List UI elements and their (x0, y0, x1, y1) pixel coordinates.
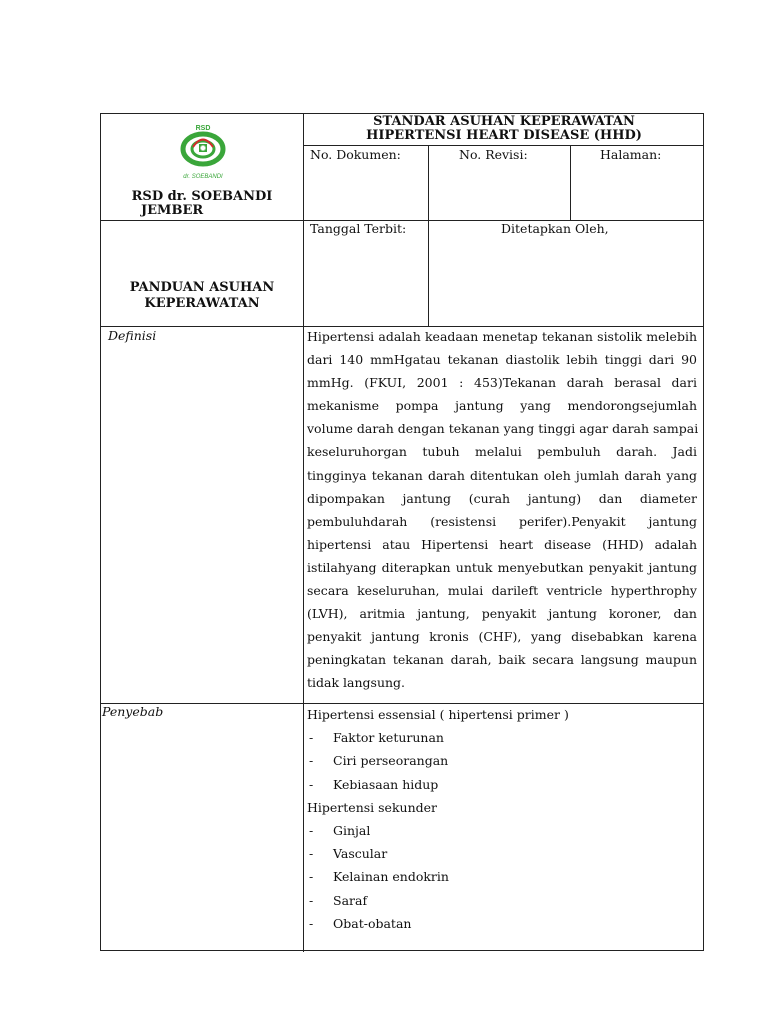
primer-heading: Hipertensi essensial ( hipertensi primer ) (307, 707, 569, 722)
definisi-label: Definisi (108, 328, 157, 343)
definisi-line: penyakit jantung kronis (CHF), yang disebabkan karena (307, 629, 697, 645)
bullet-dash: - (309, 892, 314, 908)
list-item (307, 749, 697, 772)
list-item-text: Kelainan endokrin (333, 869, 449, 885)
ditetapkan-oleh-label: Ditetapkan Oleh, (501, 221, 609, 236)
penyebab-list (307, 703, 697, 935)
list-item (307, 842, 697, 865)
bullet-dash: - (309, 915, 314, 931)
definisi-line: keseluruhorgan tubuh melalui pembuluh darah. Jadi (307, 444, 697, 460)
no-dokumen-label: No. Dokumen: (310, 147, 401, 162)
definisi-line: tingginya tekanan darah ditentukan oleh jumlah darah yang (307, 467, 697, 483)
bullet-dash: - (309, 846, 314, 862)
list-item-text: Ginjal (333, 822, 371, 838)
list-item-text: Ciri perseorangan (333, 753, 449, 769)
col-divider-main (303, 114, 304, 952)
title-line2: HIPERTENSI HEART DISEASE (HHD) (366, 128, 642, 143)
definisi-line: dipompakan jantung (curah jantung) dan diameter (307, 490, 697, 506)
definisi-line: pembuluhdarah (resistensi perifer).Penyakit jantung (307, 513, 697, 529)
panduan-line2: KEPERAWATAN (144, 296, 260, 311)
bullet-dash: - (309, 730, 314, 746)
title-line1: STANDAR ASUHAN KEPERAWATAN (373, 114, 635, 129)
logo-bottom-text: dr. SOEBANDI (183, 174, 223, 180)
col-divider-dokumen (428, 145, 429, 326)
list-item-text: Kebiasaan hidup (333, 776, 439, 792)
definisi-text (307, 325, 697, 695)
col-divider-revisi (570, 145, 571, 220)
halaman-label: Halaman: (600, 147, 662, 162)
no-revisi-label: No. Revisi: (459, 147, 528, 162)
tanggal-terbit-label: Tanggal Terbit: (310, 221, 407, 236)
definisi-line: Hipertensi adalah keadaan menetap tekanan sistolik melebih (307, 329, 697, 344)
logo-top-text: RSD (195, 125, 211, 132)
definisi-line: secara keseluruhan, mulai darileft ventricle hyperthrophy (307, 583, 697, 599)
definisi-line: (LVH), aritmia jantung, penyakit jantung koroner, dan (307, 606, 697, 622)
definisi-line: mekanisme pompa jantung yang mendorongsejumlah (307, 398, 697, 414)
bullet-dash: - (309, 822, 314, 838)
list-item (307, 726, 697, 749)
sekunder-heading: Hipertensi sekunder (307, 799, 437, 815)
list-item (307, 865, 697, 888)
list-item-text: Vascular (333, 846, 388, 862)
definisi-line: istilahyang diterapkan untuk menyebutkan penyakit jantung (307, 559, 697, 575)
penyebab-label: Penyebab (102, 704, 164, 719)
definisi-line: hipertensi atau Hipertensi heart disease (HHD) adalah (307, 536, 697, 552)
panduan-line1: PANDUAN ASUHAN (129, 280, 275, 295)
definisi-line: tidak langsung. (307, 675, 406, 691)
list-item (307, 912, 697, 935)
definisi-line: peningkatan tekanan darah, baik secara langsung maupun (307, 652, 697, 668)
document-table (100, 113, 704, 951)
document-title (304, 115, 704, 143)
list-item (307, 819, 697, 842)
bullet-dash: - (309, 869, 314, 885)
org-name-line1: RSD dr. SOEBANDI (131, 189, 273, 204)
list-item-text: Faktor keturunan (333, 730, 444, 746)
bullet-dash: - (309, 776, 314, 792)
bullet-dash: - (309, 753, 314, 769)
list-item-text: Obat-obatan (333, 915, 412, 931)
list-item (307, 773, 697, 796)
definisi-line: mmHg. (FKUI, 2001 : 453)Tekanan darah berasal dari (307, 375, 697, 391)
list-item-text: Saraf (333, 892, 368, 908)
org-name-line2: JEMBER (141, 203, 204, 218)
panduan-title (101, 280, 303, 312)
definisi-line: volume darah dengan tekanan yang tinggi agar darah sampai (307, 421, 699, 437)
row-divider-title (304, 145, 704, 146)
list-item (307, 889, 697, 912)
hospital-logo (163, 118, 243, 188)
org-name (101, 190, 303, 218)
definisi-line: dari 140 mmHgatau tekanan diastolik lebih tinggi dari 90 (307, 352, 697, 368)
